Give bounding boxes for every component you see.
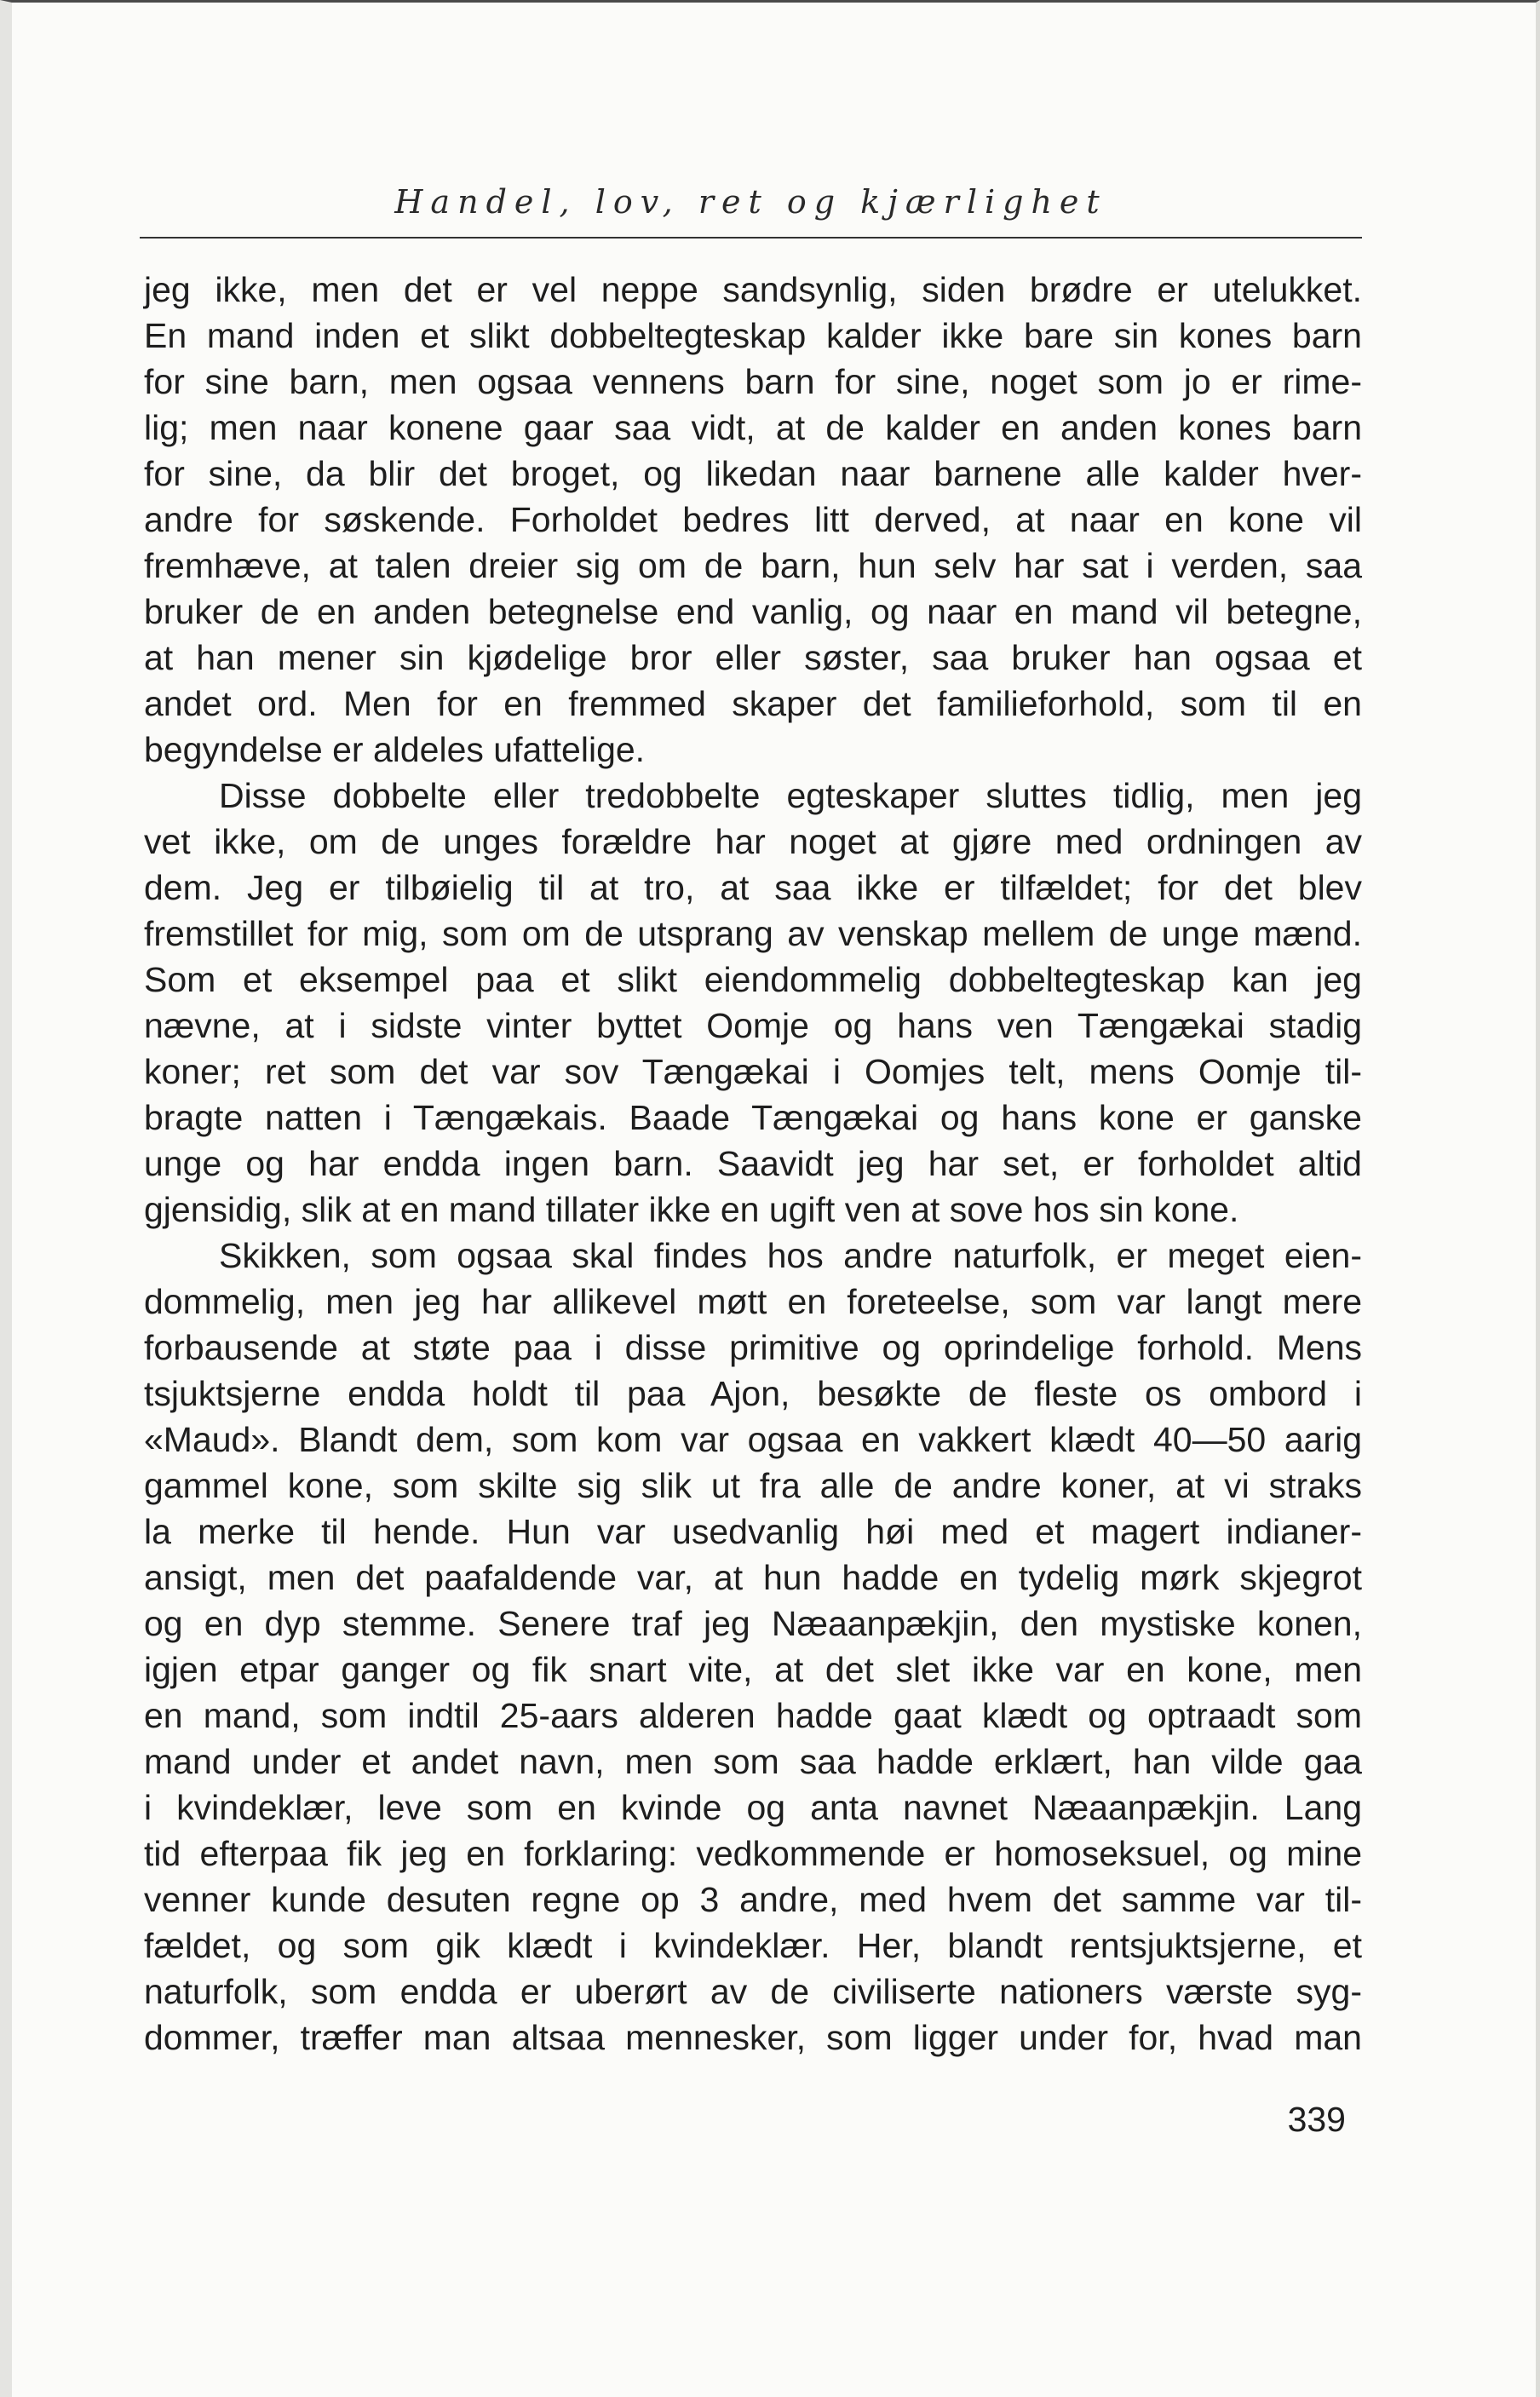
text-line: andre for søskende. Forholdet bedres litt derved, at naar en kone vil: [144, 500, 1362, 539]
body-text: [144, 267, 1362, 2061]
text-line: igjen etpar ganger og fik snart vite, at det slet ikke var en kone, men: [144, 1650, 1362, 1689]
text-line: dommelig, men jeg har allikevel møtt en foreteelse, som var langt mere: [144, 1282, 1362, 1321]
header-rule: [140, 237, 1362, 239]
text-line: lig; men naar konene gaar saa vidt, at de kalder en anden kones barn: [144, 408, 1362, 447]
text-line: dem. Jeg er tilbøielig til at tro, at saa ikke er tilfældet; for det blev: [144, 868, 1362, 907]
text-line: i kvindeklær, leve som en kvinde og anta navnet Næaanpækjin. Lang: [144, 1788, 1362, 1827]
text-line: unge og har endda ingen barn. Saavidt jeg har set, er forholdet altid: [144, 1144, 1362, 1183]
running-head: Handel, lov, ret og kjærlighet: [394, 183, 1107, 221]
text-line: jeg ikke, men det er vel neppe sandsynlig, siden brødre er utelukket.: [144, 270, 1362, 309]
text-line: tsjuktsjerne endda holdt til paa Ajon, besøkte de fleste os ombord i: [144, 1374, 1362, 1413]
text-line: fældet, og som gik klædt i kvindeklær. Her, blandt rentsjuktsjerne, et: [144, 1926, 1362, 1965]
text-line: koner; ret som det var sov Tængækai i Oomjes telt, mens Oomje til-: [144, 1052, 1362, 1091]
text-line: naturfolk, som endda er uberørt av de civiliserte nationers værste syg-: [144, 1972, 1362, 2011]
text-line: vet ikke, om de unges forældre har noget at gjøre med ordningen av: [144, 822, 1362, 861]
text-line: venner kunde desuten regne op 3 andre, med hvem det samme var til-: [144, 1880, 1362, 1919]
text-line: bragte natten i Tængækais. Baade Tængækai og hans kone er ganske: [144, 1098, 1362, 1137]
text-line: En mand inden et slikt dobbeltegteskap kalder ikke bare sin kones barn: [144, 316, 1362, 355]
text-line: gjensidig, slik at en mand tillater ikke en ugift ven at sove hos sin kone.: [144, 1190, 1239, 1229]
text-line: andet ord. Men for en fremmed skaper det familieforhold, som til en: [144, 684, 1362, 723]
text-line: tid efterpaa fik jeg en forklaring: vedkommende er homoseksuel, og mine: [144, 1834, 1362, 1873]
text-line: fremhæve, at talen dreier sig om de barn, hun selv har sat i verden, saa: [144, 546, 1362, 585]
paragraph-first-line: Skikken, som ogsaa skal findes hos andre naturfolk, er meget eien-: [219, 1236, 1362, 1275]
text-line: for sine, da blir det broget, og likedan naar barnene alle kalder hver-: [144, 454, 1362, 493]
text-line: «Maud». Blandt dem, som kom var ogsaa en vakkert klædt 40—50 aarig: [144, 1420, 1362, 1459]
text-line: og en dyp stemme. Senere traf jeg Næaanpækjin, den mystiske konen,: [144, 1604, 1362, 1643]
text-line: gammel kone, som skilte sig slik ut fra alle de andre koner, at vi straks: [144, 1466, 1362, 1505]
text-line: begyndelse er aldeles ufattelige.: [144, 730, 646, 769]
text-line: nævne, at i sidste vinter byttet Oomje og hans ven Tængækai stadig: [144, 1006, 1362, 1045]
text-line: ansigt, men det paafaldende var, at hun hadde en tydelig mørk skjegrot: [144, 1558, 1362, 1597]
text-line: for sine barn, men ogsaa vennens barn for sine, noget som jo er rime-: [144, 362, 1362, 401]
text-line: bruker de en anden betegnelse end vanlig, og naar en mand vil betegne,: [144, 592, 1362, 631]
text-line: en mand, som indtil 25-aars alderen hadde gaat klædt og optraadt som: [144, 1696, 1362, 1735]
page-number: 339: [1287, 2100, 1346, 2139]
text-line: mand under et andet navn, men som saa hadde erklært, han vilde gaa: [144, 1742, 1362, 1781]
text-line: dommer, træffer man altsaa mennesker, som ligger under for, hvad man: [144, 2018, 1362, 2057]
text-line: at han mener sin kjødelige bror eller søster, saa bruker han ogsaa et: [144, 638, 1362, 677]
text-line: Som et eksempel paa et slikt eiendommelig dobbeltegteskap kan jeg: [144, 960, 1362, 999]
text-line: la merke til hende. Hun var usedvanlig høi med et magert indianer-: [144, 1512, 1362, 1551]
text-line: fremstillet for mig, som om de utsprang av venskap mellem de unge mænd.: [144, 914, 1362, 953]
text-line: forbausende at støte paa i disse primitive og oprindelige forhold. Mens: [144, 1328, 1362, 1367]
paragraph-first-line: Disse dobbelte eller tredobbelte egteskaper sluttes tidlig, men jeg: [219, 776, 1362, 815]
